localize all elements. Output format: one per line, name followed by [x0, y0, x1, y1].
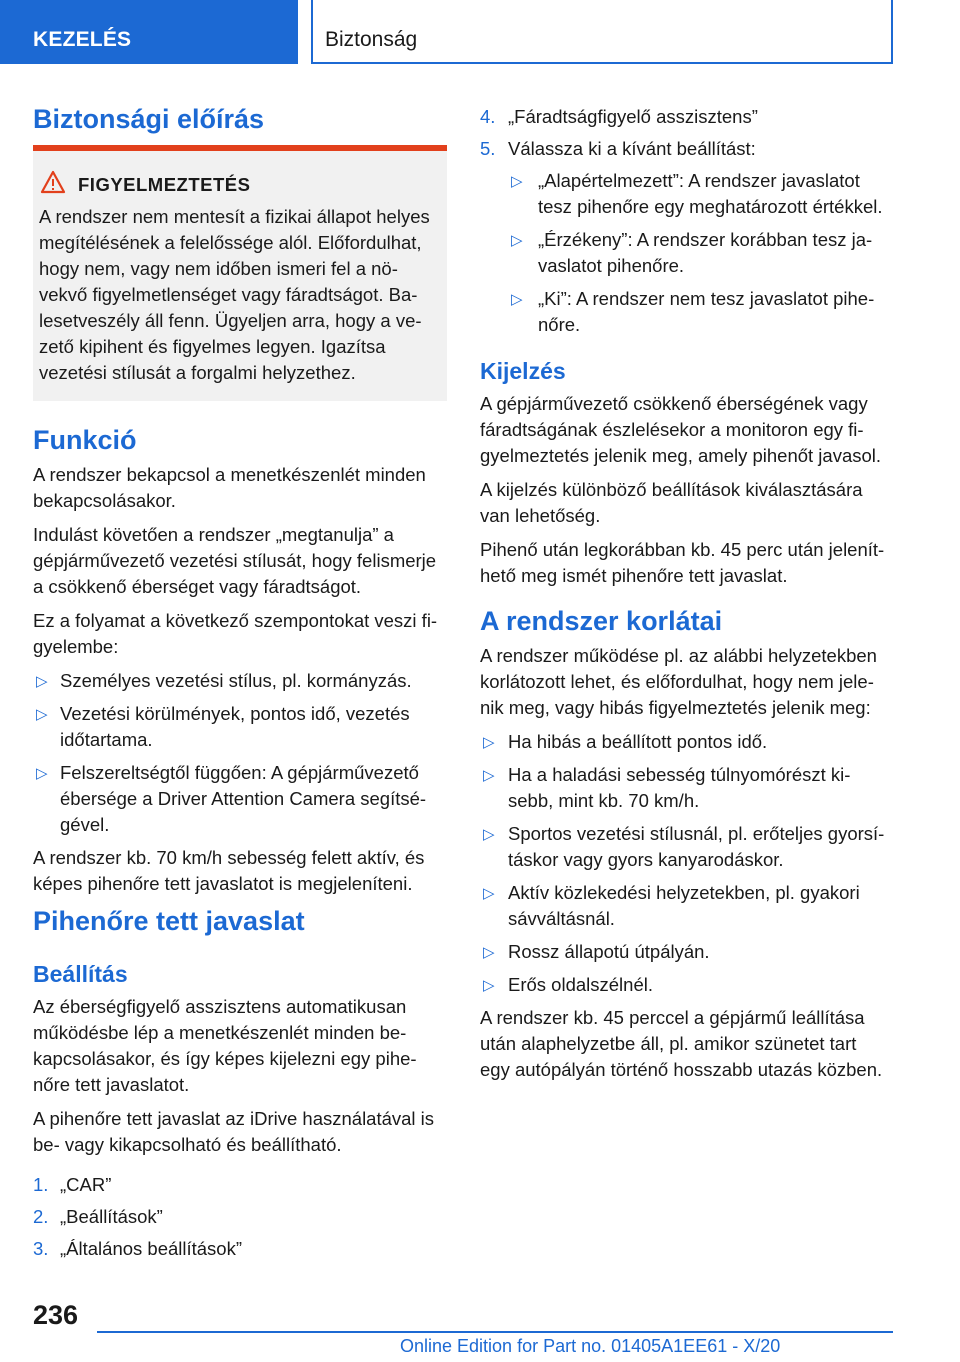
limits-paragraph-1-line: A rendszer működése pl. az alábbi helyzetekben — [480, 645, 877, 666]
limits-bullet-item: Rossz állapotú útpályán. — [508, 941, 710, 962]
display-paragraph-3-line: Pihenő után legkorábban kb. 45 perc után jelenít- — [480, 539, 885, 560]
limits-bullet-item: Erős oldalszélnél. — [508, 974, 653, 995]
option-item: tesz pihenőre egy meghatározott értékkel. — [538, 196, 883, 217]
settings-paragraph-1-line: Az éberségfigyelő asszisztens automatikusan — [33, 996, 407, 1017]
step-item: „Beállítások” — [60, 1206, 163, 1227]
step-item: „Fáradtságfigyelő asszisztens” — [508, 106, 758, 127]
heading-limits: A rendszer korlátai — [480, 606, 723, 636]
warning-title: FIGYELMEZTETÉS — [78, 174, 251, 195]
function-bullet-item: ébersége a Driver Attention Camera segítsé- — [60, 788, 427, 809]
heading-function: Funkció — [33, 425, 137, 455]
triangle-bullet-icon: ▷ — [483, 977, 495, 994]
option-item: vaslatot pihenőre. — [538, 255, 685, 276]
limits-bullet-item: sebb, mint kb. 70 km/h. — [508, 790, 700, 811]
heading-rest-suggestion: Pihenőre tett javaslat — [33, 906, 305, 936]
display-paragraph-1-line: A gépjárművezető csökkenő éberségének vagy — [480, 393, 868, 414]
function-paragraph-2-line: gépjárművezető vezetési stílusát, hogy felismerje — [33, 550, 437, 571]
warning-text-line: hogy nem, vagy nem időben ismeri fel a nö- — [39, 258, 398, 279]
function-bullet-item: gével. — [60, 814, 110, 835]
limits-paragraph-2-line: egy autópályán történő hosszabb utazás közben. — [480, 1059, 883, 1080]
step-number: 3. — [33, 1238, 49, 1259]
warning-text-line: zető kipihent és figyelmes legyen. Igazítsa — [39, 336, 386, 357]
warning-text-line: vekvő figyelmetlenséget vagy fáradtságot. Ba- — [39, 284, 418, 305]
step-number: 2. — [33, 1206, 49, 1227]
limits-paragraph-1-line: nik meg, vagy hibás figyelmeztetés jelenik meg: — [480, 697, 871, 718]
triangle-bullet-icon: ▷ — [483, 944, 495, 961]
triangle-bullet-icon: ▷ — [483, 826, 495, 843]
triangle-bullet-icon: ▷ — [36, 765, 48, 782]
function-paragraph-3-line: Ez a folyamat a következő szempontokat veszi fi- — [33, 610, 438, 631]
option-item: „Érzékeny”: A rendszer korábban tesz ja- — [538, 229, 873, 250]
settings-paragraph-1-line: nőre tett javaslatot. — [33, 1074, 190, 1095]
page-number: 236 — [33, 1300, 79, 1330]
function-bullet-item: Felszereltségtől függően: A gépjárművezető — [60, 762, 419, 783]
warning-text-line: A rendszer nem mentesít a fizikai állapot helyes — [39, 206, 430, 227]
step-number: 5. — [480, 138, 496, 159]
function-paragraph-4-line: képes pihenőre tett javaslatot is megjeleníteni. — [33, 873, 413, 894]
option-item: „Ki”: A rendszer nem tesz javaslatot pihe- — [538, 288, 875, 309]
settings-paragraph-1-line: kapcsolásakor, és így képes kijelezni egy pihe- — [33, 1048, 417, 1069]
display-paragraph-1-line: gyelmeztetés jelenik meg, amely pihenőt javasol. — [480, 445, 882, 466]
limits-bullet-item: sávváltásnál. — [508, 908, 615, 929]
function-bullet-item: Személyes vezetési stílus, pl. kormányzás. — [60, 670, 412, 691]
option-item: „Alapértelmezett”: A rendszer javaslatot — [538, 170, 860, 191]
display-paragraph-2-line: van lehetőség. — [480, 505, 601, 526]
function-paragraph-1-line: A rendszer bekapcsol a menetkészenlét minden — [33, 464, 426, 485]
warning-text-line: megítélésének a felelőssége alól. Előfordulhat, — [39, 232, 422, 253]
heading-display: Kijelzés — [480, 358, 566, 384]
display-paragraph-2-line: A kijelzés különböző beállítások kiválasztására — [480, 479, 863, 500]
triangle-bullet-icon: ▷ — [36, 673, 48, 690]
triangle-bullet-icon: ▷ — [483, 885, 495, 902]
limits-bullet-item: Sportos vezetési stílusnál, pl. erőteljes gyorsí- — [508, 823, 885, 844]
function-bullet-item: időtartama. — [60, 729, 153, 750]
limits-paragraph-2-line: A rendszer kb. 45 perccel a gépjármű leállítása — [480, 1007, 865, 1028]
heading-settings: Beállítás — [33, 961, 128, 987]
display-paragraph-3-line: hető meg ismét pihenőre tett javaslat. — [480, 565, 788, 586]
limits-bullet-item: táskor vagy gyors kanyarodáskor. — [508, 849, 784, 870]
heading-safety: Biztonsági előírás — [33, 104, 265, 134]
function-paragraph-1-line: bekapcsolásakor. — [33, 490, 176, 511]
header-topic-label: Biztonság — [325, 28, 418, 51]
triangle-bullet-icon: ▷ — [483, 734, 495, 751]
function-paragraph-2-line: a csökkenő éberséget vagy fáradtságot. — [33, 576, 362, 597]
limits-paragraph-2-line: után alaphelyzetbe áll, pl. amikor szünetet tart — [480, 1033, 857, 1054]
footer-divider — [97, 1331, 893, 1333]
function-bullet-item: Vezetési körülmények, pontos idő, vezetés — [60, 703, 410, 724]
triangle-bullet-icon: ▷ — [483, 767, 495, 784]
step-item: „Általános beállítások” — [60, 1238, 243, 1259]
limits-bullet-item: Ha hibás a beállított pontos idő. — [508, 731, 768, 752]
header-divider — [311, 0, 313, 64]
triangle-bullet-icon: ▷ — [36, 706, 48, 723]
settings-paragraph-1-line: működésbe lép a menetkészenlét minden be- — [33, 1022, 407, 1043]
footer-edition: Online Edition for Part no. 01405A1EE61 - X/20 — [400, 1336, 781, 1356]
header-topic-box — [311, 0, 893, 64]
function-paragraph-3-line: gyelembe: — [33, 636, 119, 657]
step-item: „CAR” — [60, 1174, 112, 1195]
step-number: 4. — [480, 106, 496, 127]
triangle-bullet-icon: ▷ — [511, 232, 523, 249]
function-paragraph-2-line: Indulást követően a rendszer „megtanulja” a — [33, 524, 394, 545]
header-section-tab — [0, 0, 298, 64]
limits-bullet-item: Ha a haladási sebesség túlnyomórészt ki- — [508, 764, 851, 785]
warning-text-line: vezetési stílusát a forgalmi helyzethez. — [39, 362, 356, 383]
triangle-bullet-icon: ▷ — [511, 291, 523, 308]
step-number: 1. — [33, 1174, 49, 1195]
header-section-label: KEZELÉS — [33, 28, 132, 51]
option-item: nőre. — [538, 314, 581, 335]
settings-paragraph-2-line: A pihenőre tett javaslat az iDrive használatával is — [33, 1108, 435, 1129]
limits-paragraph-1-line: korlátozott lehet, és előfordulhat, hogy nem jele- — [480, 671, 874, 692]
triangle-bullet-icon: ▷ — [511, 173, 523, 190]
function-paragraph-4-line: A rendszer kb. 70 km/h sebesség felett aktív, és — [33, 847, 425, 868]
limits-bullet-item: Aktív közlekedési helyzetekben, pl. gyakori — [508, 882, 860, 903]
warning-triangle-icon — [40, 170, 66, 194]
step-item: Válassza ki a kívánt beállítást: — [508, 138, 756, 159]
display-paragraph-1-line: fáradtságának észlelésekor a monitoron egy fi- — [480, 419, 864, 440]
settings-paragraph-2-line: be- vagy kikapcsolható és beállítható. — [33, 1134, 342, 1155]
warning-text-line: lesetveszély áll fenn. Ügyeljen arra, hogy a ve- — [39, 310, 422, 331]
